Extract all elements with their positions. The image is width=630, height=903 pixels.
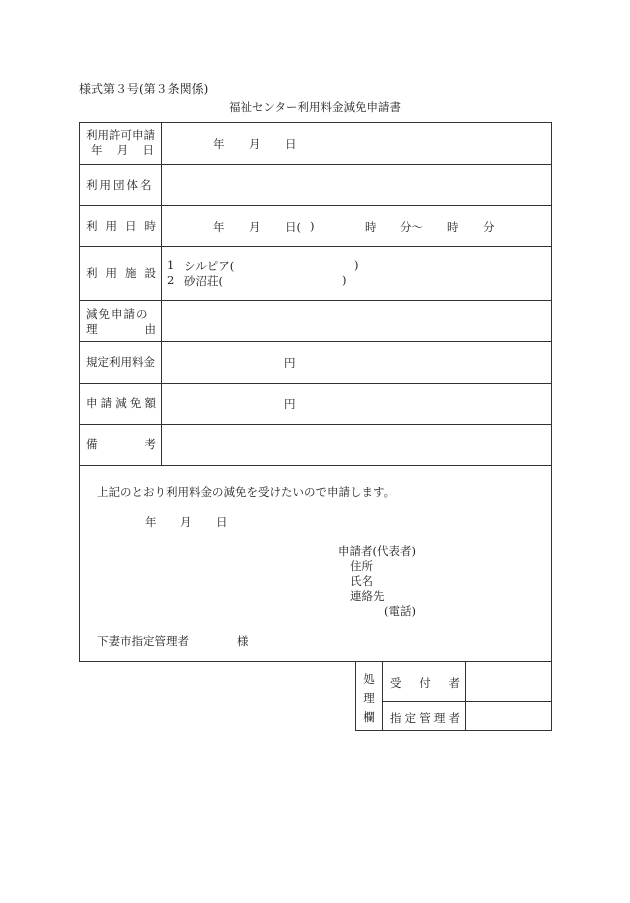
reason-field[interactable] [168,306,543,336]
addressee: 下妻市指定管理者 [97,634,189,648]
facility-option-close: ) [354,258,359,272]
row-divider [80,164,551,165]
facility-option-name: 砂沼荘( [184,274,223,288]
application-form-table [79,122,552,662]
permit-year: 年 [213,137,225,151]
start-hour: 時 [365,220,377,234]
label-permit-date: 利用許可申請 年 月 日 [86,128,155,157]
row-divider [80,205,551,206]
row-divider [80,383,551,384]
processing-label-char: 処 [363,672,375,686]
form-number: 様式第３号(第３条関係) [79,82,209,96]
label-group-name: 利用団体名 [86,178,154,192]
addressee-honorific: 様 [237,634,249,648]
requested-amount-unit: 円 [284,397,296,411]
processing-divider [382,701,552,702]
label-standard-fee: 規定利用料金 [86,355,155,369]
standard-fee-unit: 円 [284,356,296,370]
processing-label-char: 欄 [363,710,375,724]
permit-month: 月 [249,137,261,151]
use-month: 月 [249,220,261,234]
remarks-field[interactable] [168,430,543,458]
declaration-day: 日 [216,515,228,529]
row-divider [80,465,551,466]
group-name-field[interactable] [168,171,543,199]
row-divider [80,246,551,247]
end-hour: 時 [447,220,459,234]
use-year: 年 [213,220,225,234]
receiver-label: 受 付 者 [390,676,460,690]
row-divider [80,341,551,342]
applicant-name-label: 氏名 [350,574,373,588]
permit-day: 日 [285,137,297,151]
use-weekday-close: ) [310,219,315,233]
start-minute: 分〜 [400,220,423,234]
applicant-phone-label: (電話) [384,604,416,618]
declaration-month: 月 [180,515,192,529]
row-divider [80,300,551,301]
processing-label-char: 理 [363,691,375,705]
applicant-address-label: 住所 [350,559,373,573]
label-reason: 減免申請の 理 由 [86,307,156,336]
document-title: 福祉センター利用料金減免申請書 [228,100,402,114]
processing-divider [465,662,466,730]
facility-option-close: ) [342,273,347,287]
declaration-year: 年 [145,515,157,529]
column-divider [161,123,162,465]
applicant-contact-label: 連絡先 [350,589,385,603]
processing-box [355,662,552,731]
manager-stamp-field[interactable] [468,704,548,728]
declaration-statement: 上記のとおり利用料金の減免を受けたいので申請します。 [97,485,396,499]
facility-option-number: 2 [167,273,175,287]
label-requested-amount: 申 請 減 免 額 [86,396,156,410]
receiver-stamp-field[interactable] [468,665,548,698]
applicant-heading: 申請者(代表者) [338,544,416,558]
label-facility: 利 用 施 設 [86,266,156,280]
row-divider [80,424,551,425]
facility-option-name: シルピア( [184,259,235,273]
use-day: 日( [285,220,301,234]
manager-label: 指 定 管 理 者 [390,711,460,725]
label-use-datetime: 利 用 日 時 [86,219,156,233]
facility-option-number: 1 [167,258,175,272]
processing-divider [382,662,383,730]
end-minute: 分 [483,220,495,234]
label-remarks: 備 考 [86,437,156,451]
